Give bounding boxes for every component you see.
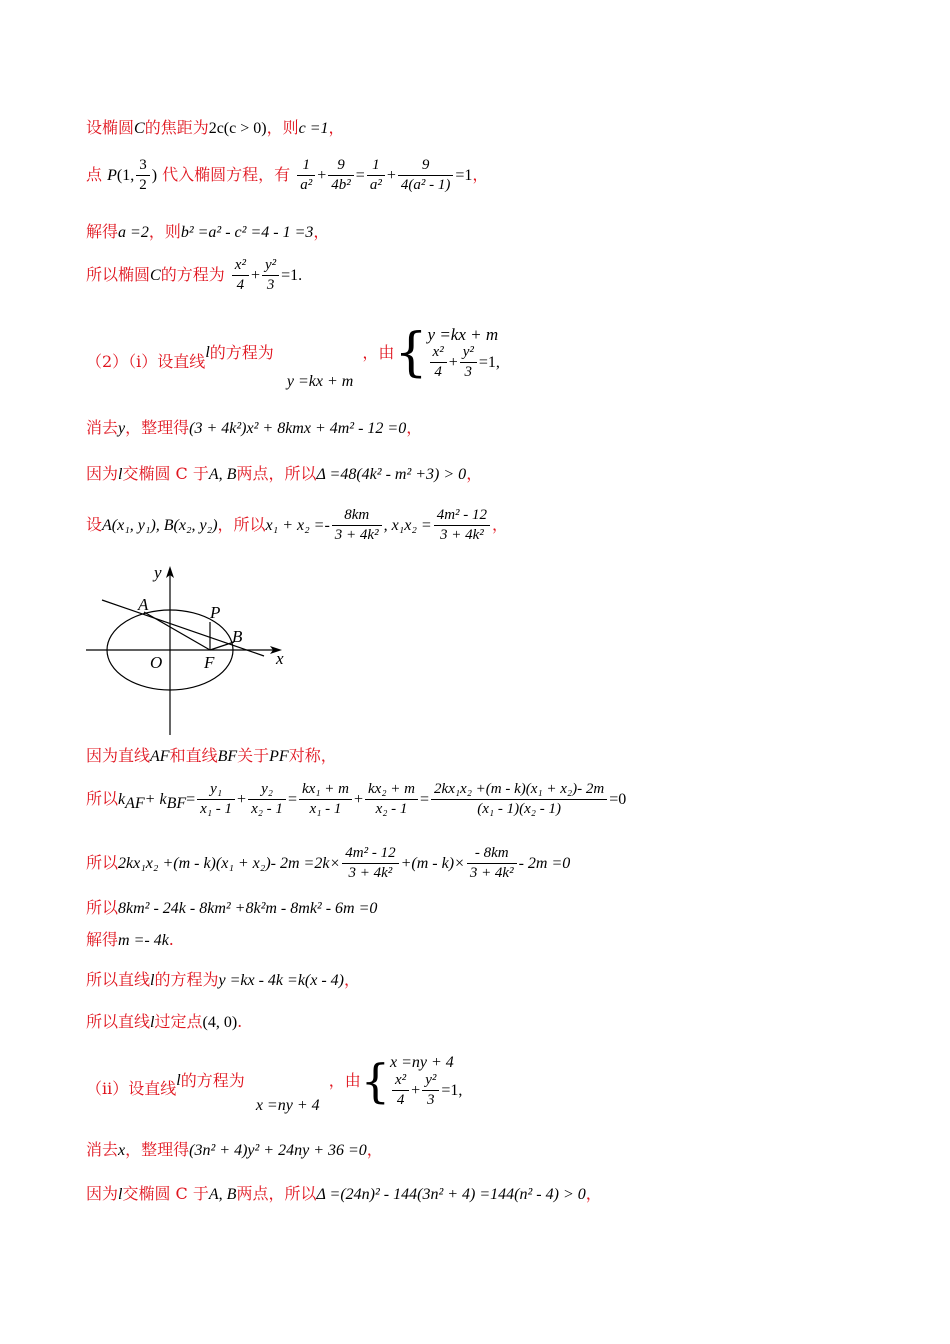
line-eliminate-x: 消去x，整理得(3n² + 4)y² + 24ny + 36 =0，: [86, 1140, 383, 1159]
line-part2-setup: （2）（ⅰ）设直线l的方程为 y =kx + m ，由{ y =kx + m $\frac{\text{x²}}{4}$ + $\frac{\text{y²}}{3}$ =1,: [86, 323, 500, 390]
label-a: A: [138, 595, 149, 614]
line-eliminate-y: 消去y，整理得(3 + 4k²)x² + 8kmx + 4m² - 12 =0，: [86, 418, 423, 437]
line-part2ii-setup: （ⅱ）设直线l的方程为 x =ny + 4 ，由{ x =ny + 4 $\frac{\text{x²}}{4}$ + $\frac{\text{y²}}{3}$ =1,: [86, 1053, 463, 1114]
label-x: x: [276, 649, 284, 668]
line-fixed-point: 所以直线l过定点(4, 0).: [86, 1012, 243, 1031]
line-ellipse-equation: 所以椭圆C的方程为 $\frac{\text{x²}}{4}$ + $\frac{\text{y²}}{3}$ =1.: [86, 257, 303, 293]
line-point-substitute: 点 P(1, $\frac{3}{2}$ ) 代入椭圆方程，有 $\frac{1}{\text{a²}}$ + $\frac{9}{\text{4b²}}$ = $\frac{1}{\text{a²}}$ + $\frac{9}{\text{4(a² - 1)}}$ =1，: [86, 157, 489, 193]
line-af: [144, 612, 210, 650]
label-p: P: [210, 603, 221, 622]
line-substitution: 所以2kx₁x₂ +(m - k)(x₁ + x₂)- 2m =2k× $\frac{\text{4m² - 12}}{\text{3 + 4k²}}$ +(m - k)× $\frac{- 8km}{\text{3 + 4k²}}$ - 2m =0: [86, 845, 571, 881]
label-b: B: [232, 627, 243, 646]
line-discriminant-ii: 因为l交椭圆 C 于A, B两点，所以Δ =(24n)² - 144(3n² + 4) =144(n² - 4) > 0，: [86, 1184, 602, 1203]
label-y: y: [154, 563, 162, 582]
line-fb: [210, 642, 234, 650]
line-slope-sum: 所以$k_{AF}+ k_{BF}=$ $\frac{\text{y₁}}{\text{x₁ - 1}}$ + $\frac{\text{y₂}}{\text{x₂ - 1}}$ = $\frac{\text{kx₁ + m}}{\text{x₁ - 1}}$ + $\frac{\text{kx₂ + m}}{\text{x₂ - 1}}$ = $\frac{\text{2kx₁x₂ +(m - k)(x₁ + x₂)- 2m}}{\text{(x₁ - 1)(x₂ - 1)}}$ =0: [86, 781, 627, 817]
label-f: F: [204, 653, 215, 672]
line-discriminant: 因为l交椭圆 C 于A, B两点，所以Δ =48(4k² - m² +3) > 0，: [86, 464, 483, 483]
line-solve-a: 解得a =2，则b² =a² - c² =4 - 1 =3，: [86, 222, 330, 241]
line-line-equation: 所以直线l的方程为y =kx - 4k =k(x - 4)，: [86, 970, 361, 989]
line-focal-distance: 设椭圆C的焦距为2c(c > 0)，则c =1，: [86, 118, 345, 137]
label-o: O: [150, 653, 163, 672]
line-solve-m: 解得m =- 4k.: [86, 930, 174, 949]
line-symmetric: 因为直线AF和直线BF关于PF对称，: [86, 746, 337, 765]
ellipse-figure: [86, 560, 306, 740]
line-expand: 所以8km² - 24k - 8km² +8k²m - 8mk² - 6m =0: [86, 898, 378, 917]
line-vieta: 设A(x₁, y₁), B(x₂, y₂)，所以x₁ + x₂ =- $\frac{8km}{\text{3 + 4k²}}$ , x₁x₂ = $\frac{\text{4m² - 12}}{\text{3 + 4k²}}$ ，: [86, 507, 509, 543]
